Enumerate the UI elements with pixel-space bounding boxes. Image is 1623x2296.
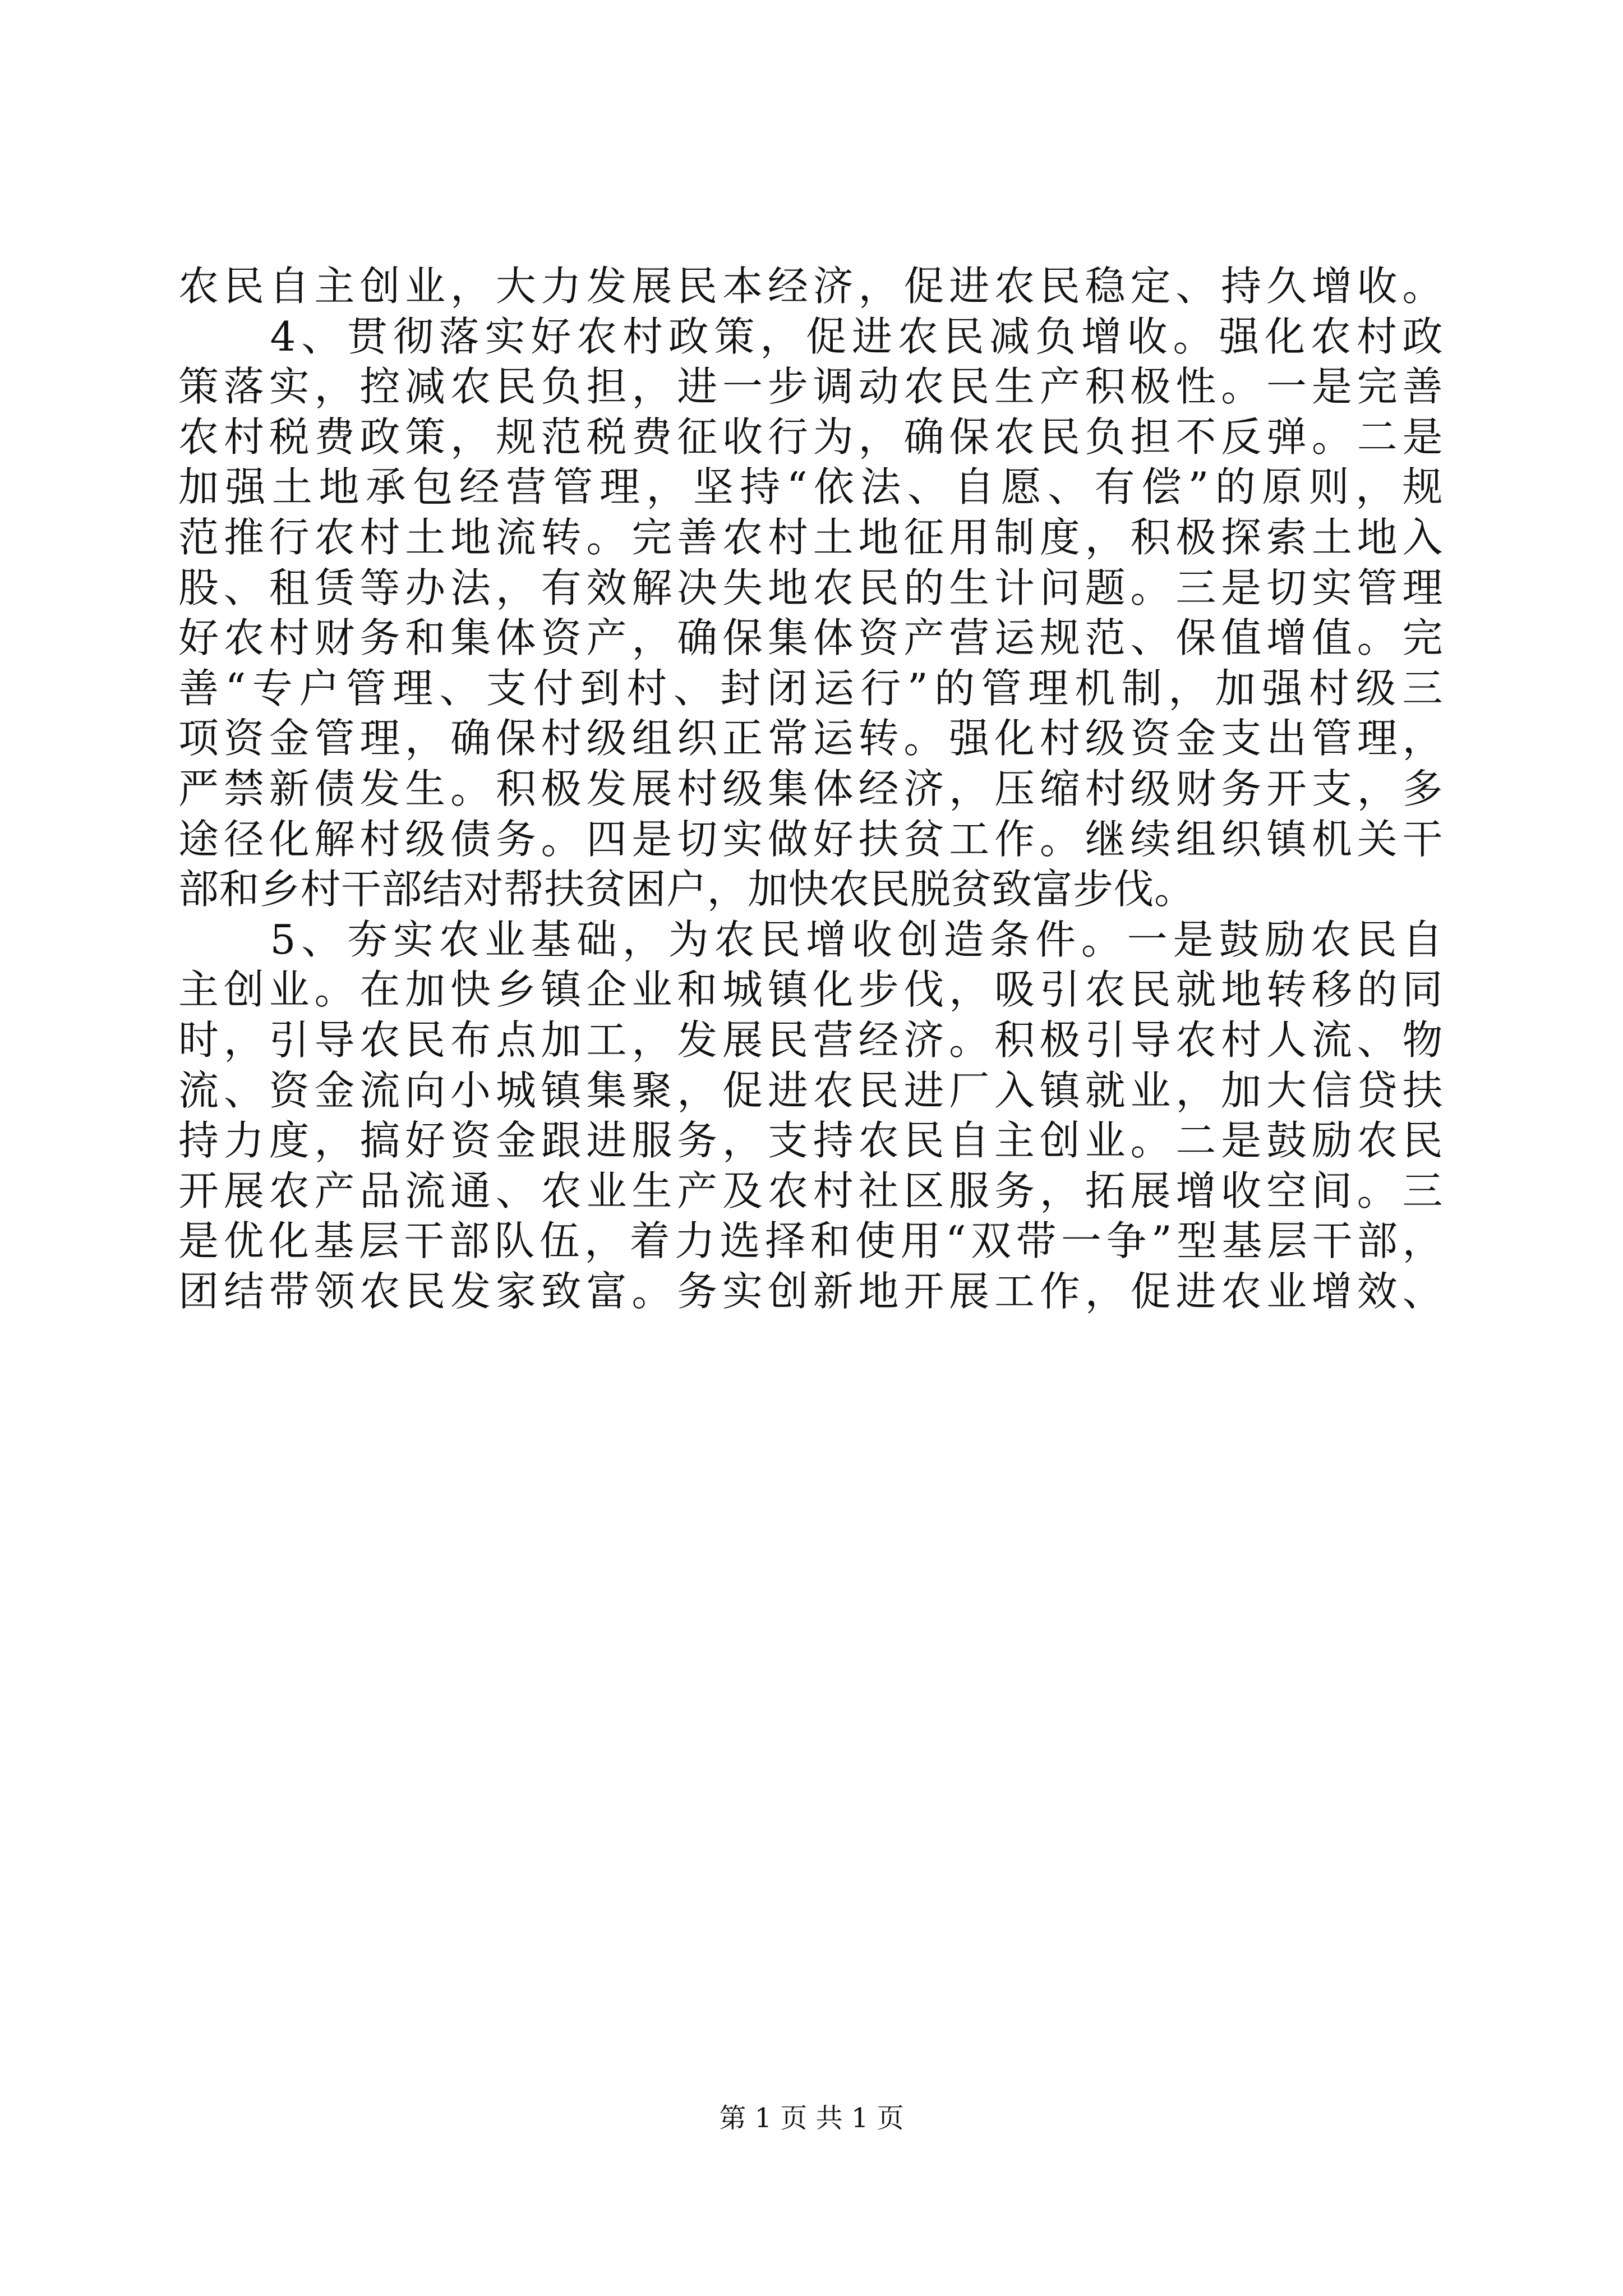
paragraph-line: 4、贯彻落实好农村政策，促进农民减负增收。强化农村政 <box>178 312 1443 360</box>
paragraph-line: 是优化基层干部队伍，着力选择和使用“双带一争”型基层干部， <box>178 1217 1443 1265</box>
paragraph-line: 部和乡村干部结对帮扶贫困户，加快农民脱贫致富步伐。 <box>178 866 1195 913</box>
paragraph-line: 策落实，控减农民负担，进一步调动农民生产积极性。一是完善 <box>178 363 1443 411</box>
paragraph-line: 范推行农村土地流转。完善农村土地征用制度，积极探索土地入 <box>178 513 1443 561</box>
paragraph-line: 加强土地承包经营管理，坚持“依法、自愿、有偿”的原则，规 <box>178 463 1443 511</box>
document-body <box>178 261 1443 1317</box>
paragraph-line: 农民自主创业，大力发展民本经济，促进农民稳定、持久增收。 <box>178 263 1443 310</box>
paragraph-line: 5、夯实农业基础，为农民增收创造条件。一是鼓励农民自 <box>178 915 1443 963</box>
paragraph-line: 开展农产品流通、农业生产及农村社区服务，拓展增收空间。三 <box>178 1167 1443 1214</box>
paragraph-line: 项资金管理，确保村级组织正常运转。强化村级资金支出管理， <box>178 715 1443 762</box>
page-number-footer: 第 1 页 共 1 页 <box>719 2102 904 2134</box>
paragraph-line: 股、租赁等办法，有效解决失地农民的生计问题。三是切实管理 <box>178 564 1443 611</box>
paragraph-line: 严禁新债发生。积极发展村级集体经济，压缩村级财务开支，多 <box>178 765 1443 812</box>
paragraph-line: 持力度，搞好资金跟进服务，支持农民自主创业。二是鼓励农民 <box>178 1117 1443 1165</box>
paragraph-line: 主创业。在加快乡镇企业和城镇化步伐，吸引农民就地转移的同 <box>178 966 1443 1014</box>
paragraph-line: 好农村财务和集体资产，确保集体资产营运规范、保值增值。完 <box>178 614 1443 662</box>
paragraph-line: 途径化解村级债务。四是切实做好扶贫工作。继续组织镇机关干 <box>178 815 1443 863</box>
paragraph-line: 农村税费政策，规范税费征收行为，确保农民负担不反弹。二是 <box>178 413 1443 461</box>
paragraph-line: 善“专户管理、支付到村、封闭运行”的管理机制，加强村级三 <box>178 664 1443 712</box>
paragraph-line: 时，引导农民布点加工，发展民营经济。积极引导农村人流、物 <box>178 1016 1443 1064</box>
paragraph-line: 流、资金流向小城镇集聚，促进农民进厂入镇就业，加大信贷扶 <box>178 1066 1443 1114</box>
paragraph-line: 团结带领农民发家致富。务实创新地开展工作，促进农业增效、 <box>178 1267 1443 1315</box>
